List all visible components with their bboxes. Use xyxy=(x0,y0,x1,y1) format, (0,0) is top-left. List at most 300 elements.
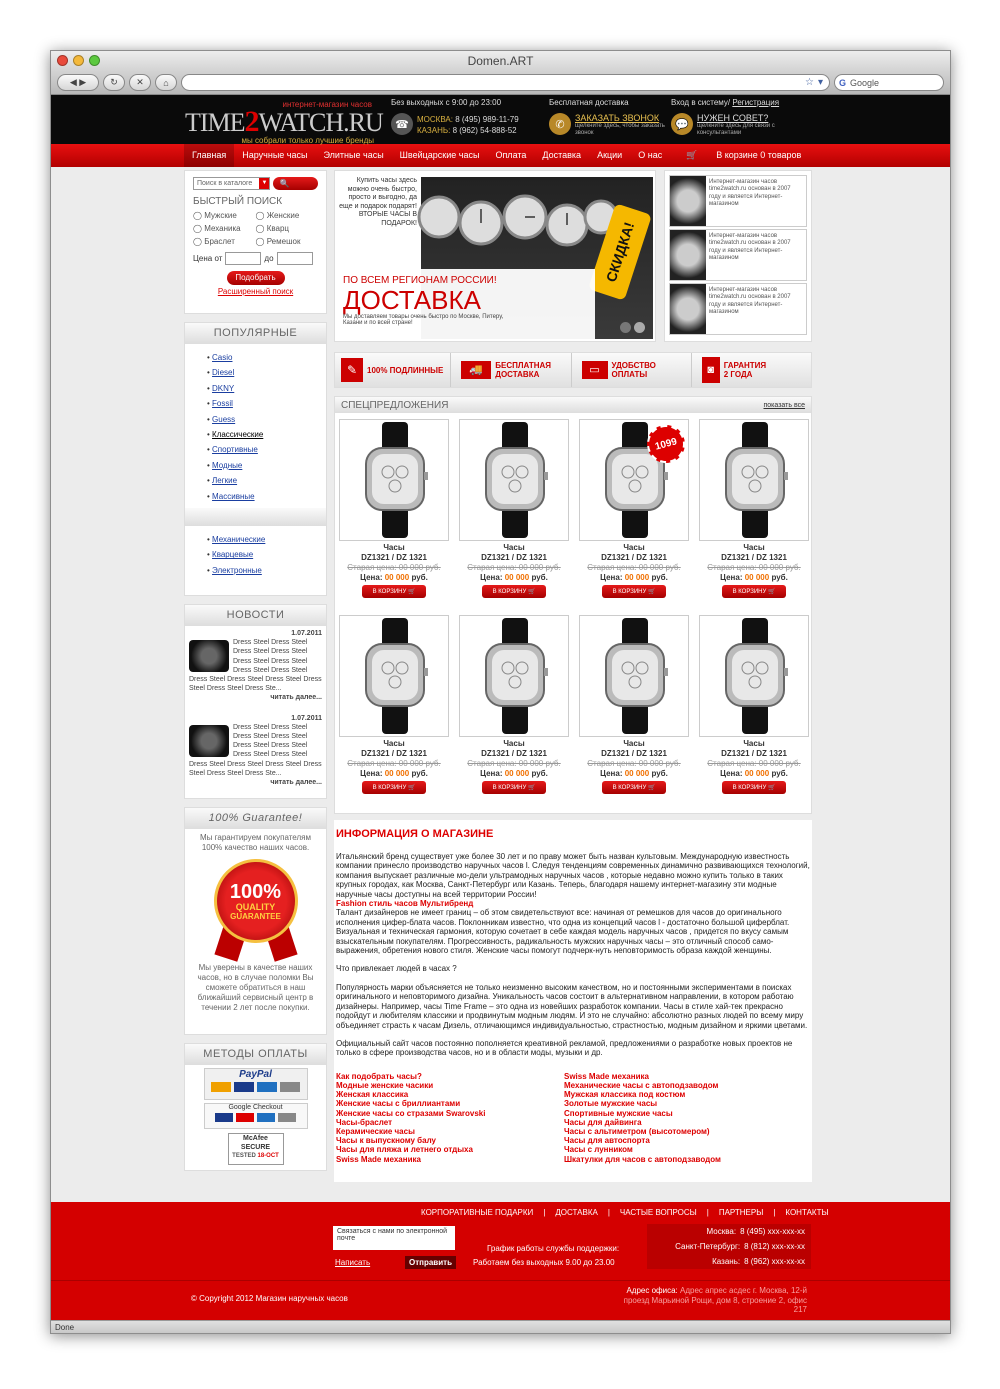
product-price: 00 000 xyxy=(504,573,530,582)
news-item xyxy=(185,626,326,706)
mini-news-item[interactable] xyxy=(669,175,807,227)
product-currency: руб. xyxy=(651,769,668,778)
type-item-quartz[interactable]: • Кварцевые xyxy=(207,550,254,560)
popular-item-label[interactable]: DKNY xyxy=(212,383,235,393)
product-currency: руб. xyxy=(531,769,548,778)
magnifier-icon: 🔍 xyxy=(279,179,290,188)
product-name[interactable]: Часы xyxy=(383,739,405,748)
product-price: 00 000 xyxy=(624,769,650,778)
mcafee-date: 18-OCT xyxy=(257,1153,279,1159)
feature-warranty xyxy=(692,353,811,387)
product-info xyxy=(699,543,809,583)
product-currency: руб. xyxy=(531,573,548,582)
nav-swiss-watches[interactable]: Швейцарские часы xyxy=(399,150,480,160)
truck-icon: 🚚 xyxy=(461,361,491,379)
mini-news-thumb xyxy=(670,176,706,226)
google-checkout-logo: Google Checkout xyxy=(228,1104,283,1111)
catalog-search-input[interactable] xyxy=(193,177,270,190)
callback-phone-icon: ✆ xyxy=(549,113,571,135)
site-logo[interactable] xyxy=(185,100,383,145)
popular-item-fashion[interactable]: • Модные xyxy=(207,460,243,470)
product-name[interactable]: Часы xyxy=(503,543,525,552)
product-info xyxy=(699,739,809,779)
product-name[interactable]: Часы xyxy=(743,543,765,552)
mini-news-item[interactable] xyxy=(669,229,807,281)
product-old-price: Старая цена: 00 000 руб. xyxy=(347,563,441,572)
stop-button[interactable] xyxy=(129,74,151,91)
add-to-cart-button[interactable] xyxy=(602,585,666,598)
product-old-price: Старая цена: 00 000 руб. xyxy=(587,563,681,572)
callback-link[interactable]: ЗАКАЗАТЬ ЗВОНОК xyxy=(575,113,660,123)
discover-icon xyxy=(278,1113,296,1122)
seo-link[interactable]: Спортивные мужские часы xyxy=(564,1108,673,1118)
product-old-price: Старая цена: 00 000 руб. xyxy=(347,759,441,768)
product-model[interactable]: DZ1321 / DZ 1321 xyxy=(361,553,427,562)
cart-link[interactable] xyxy=(670,144,817,167)
chat-bubble-icon: 💬 xyxy=(671,113,693,135)
status-bar xyxy=(51,1320,950,1333)
info-paragraph: Популярность марки объясняется не только неизменно высоким качеством, но и постоянными экспериментами в поисках оригинального и неповторимого дизайна. Уникальность часов состоит в альтернативном направлении, в котором работаю дизайнеры. Например, часы Time Frame – это одна из новейших разработок компании. Часы в стиле хай-тек прекрасно подойдут и любителям классики и продвинутым модным людям. И это не случайно: абсолютно разных людей по всему миру объединяет страсть к часам Дизель, отличающимся индивидуальностью, страстностью, модным дизайном и яркими цветами. xyxy=(336,982,808,1030)
phone-city: Санкт-Петербург: xyxy=(675,1242,741,1251)
nav-elite-watches[interactable]: Элитные часы xyxy=(323,150,384,160)
product-old-price: Старая цена: 00 000 руб. xyxy=(467,759,561,768)
popular-item-classic[interactable]: • Классические xyxy=(207,430,264,440)
product-name[interactable]: Часы xyxy=(503,739,525,748)
back-icon[interactable]: ◀ xyxy=(69,77,77,87)
info-subtitle: Fashion стиль часов Мультибренд xyxy=(336,899,474,909)
promo-area xyxy=(334,170,812,342)
google-icon: G xyxy=(839,77,847,88)
discount-tag-text: СКИДКА! xyxy=(602,220,638,284)
product-card[interactable] xyxy=(339,419,449,541)
cart-icon: 🛒 xyxy=(407,589,416,595)
quick-search-title: БЫСТРЫЙ ПОИСК xyxy=(193,196,283,207)
mini-news-text: Интернет-магазин часов time2watch.ru основан в 2007 году и является Интернет-магазином xyxy=(709,179,791,208)
seo-link[interactable]: Женские часы с бриллиантами xyxy=(336,1099,461,1109)
option-quartz[interactable]: ◯ Кварц xyxy=(255,224,289,233)
product-currency: руб. xyxy=(771,769,788,778)
type-item-label[interactable]: Механические xyxy=(212,535,266,545)
popular-item-label[interactable]: Легкие xyxy=(212,476,238,486)
popular-item-sport[interactable]: • Спортивные xyxy=(207,445,258,455)
feature-label: 100% ПОДЛИННЫЕ xyxy=(367,365,444,375)
news-date: 1.07.2011 xyxy=(291,714,322,722)
seo-link[interactable]: Часы к выпускному балу xyxy=(336,1136,436,1146)
type-item-label[interactable]: Электронные xyxy=(212,565,262,575)
product-name[interactable]: Часы xyxy=(743,739,765,748)
product-card[interactable] xyxy=(699,419,809,541)
seo-link[interactable]: Шкатулки для часов с автоподзаводом xyxy=(564,1154,721,1164)
guarantee-title: 100% Guarantee! xyxy=(185,808,326,829)
popular-panel xyxy=(184,322,327,596)
watch-image xyxy=(700,420,808,540)
seo-link[interactable]: Модные женские часики xyxy=(336,1080,434,1090)
support-label: График работы службы поддержки: xyxy=(487,1244,620,1253)
contact-email-input[interactable]: Связаться с нами по электронной почте xyxy=(333,1226,455,1250)
product-card[interactable] xyxy=(459,419,569,541)
card-logos xyxy=(205,1082,307,1092)
minimize-window-button[interactable] xyxy=(73,55,84,66)
news-text: Dress Steel Dress Steel Dress Steel Dress Steel Dress Steel Dress Steel Dress Steel Dress Steel Dress Steel Dress Steel Dress Steel Dress Steel Dress Steel Dress Ste... xyxy=(189,639,322,693)
cart-icon: 🛒 xyxy=(647,589,656,595)
banner-region: ПО ВСЕМ РЕГИОНАМ РОССИИ! xyxy=(343,275,497,286)
visa-icon xyxy=(234,1082,254,1092)
footer-link-partners[interactable]: ПАРТНЕРЫ xyxy=(718,1208,764,1217)
close-window-button[interactable] xyxy=(57,55,68,66)
header-contacts xyxy=(391,98,519,135)
watch-image xyxy=(580,616,688,736)
seal-quality: QUALITY xyxy=(235,901,276,912)
work-hours: Без выходных с 9:00 до 23:00 xyxy=(391,98,502,107)
amex-icon xyxy=(257,1082,277,1092)
support-hours: Работаем без выходных 9.00 до 23.00 xyxy=(473,1258,615,1267)
seo-link[interactable]: Механические часы с автоподзаводом xyxy=(564,1080,719,1090)
seo-link[interactable]: Swiss Made механика xyxy=(564,1071,649,1081)
product-currency: руб. xyxy=(411,769,428,778)
banner-desc: Мы доставляем товары очень быстро по Москве, Питеру, Казани и по всей стране! xyxy=(343,314,504,326)
add-to-cart-button[interactable] xyxy=(602,781,666,794)
kazan-label: КАЗАНЬ: xyxy=(417,126,451,135)
price-from-input[interactable] xyxy=(225,252,261,265)
cart-icon: 🛒 xyxy=(647,785,656,791)
add-to-cart-label: В КОРЗИНУ xyxy=(372,784,407,791)
product-model[interactable]: DZ1321 / DZ 1321 xyxy=(601,553,667,562)
add-to-cart-label: В КОРЗИНУ xyxy=(492,588,527,595)
product-price: 00 000 xyxy=(384,573,410,582)
popular-item-guess[interactable]: • Guess xyxy=(207,414,236,424)
add-to-cart-button[interactable] xyxy=(362,781,426,794)
feature-label: БЕСПЛАТНАЯ ДОСТАВКА xyxy=(495,361,552,379)
option-strap-label: Ремешок xyxy=(266,237,301,246)
news-item xyxy=(185,706,326,791)
moscow-phone: 8 (495) 989-11-79 xyxy=(455,115,519,124)
certificate-icon: ✎ xyxy=(341,358,363,382)
footer-separator: | xyxy=(773,1208,776,1217)
cart-icon: 🛒 xyxy=(527,589,536,595)
watch-image xyxy=(460,420,568,540)
banner-title: ДОСТАВКА xyxy=(343,285,481,315)
show-all-link[interactable]: показать все xyxy=(763,401,805,409)
product-card[interactable] xyxy=(459,615,569,737)
product-card[interactable] xyxy=(579,615,689,737)
product-old-price: Старая цена: 00 000 руб. xyxy=(467,563,561,572)
popular-item-label-active[interactable]: Классические xyxy=(212,430,264,440)
product-model[interactable]: DZ1321 / DZ 1321 xyxy=(721,749,787,758)
nav-payment[interactable]: Оплата xyxy=(495,150,527,160)
feature-payment xyxy=(572,353,692,387)
product-card[interactable] xyxy=(339,615,449,737)
popular-item-label[interactable]: Diesel xyxy=(212,368,235,378)
product-name[interactable]: Часы xyxy=(623,543,645,552)
home-icon: ⌂ xyxy=(163,77,169,88)
seal-percent: 100% xyxy=(229,880,282,903)
product-card[interactable] xyxy=(699,615,809,737)
mini-news-text: Интернет-магазин часов time2watch.ru основан в 2007 году и является Интернет-магазином xyxy=(709,233,791,262)
news-watch-thumb[interactable] xyxy=(189,725,229,757)
address-bar[interactable] xyxy=(181,74,830,91)
product-price: 00 000 xyxy=(384,769,410,778)
seo-links-right xyxy=(564,1072,792,1164)
seo-link[interactable]: Золотые мужские часы xyxy=(564,1099,658,1109)
product-price-label: Цена: xyxy=(360,769,383,778)
main-nav xyxy=(51,144,950,167)
footer-link-gifts[interactable]: КОРПОРАТИВНЫЕ ПОДАРКИ xyxy=(421,1208,534,1217)
product-info xyxy=(579,543,689,583)
back-forward-button[interactable] xyxy=(57,74,99,91)
add-to-cart-label: В КОРЗИНУ xyxy=(612,784,647,791)
guarantee-intro: Мы гарантируем покупателям 100% качество наших часов. xyxy=(200,833,311,852)
quality-guarantee-seal-icon xyxy=(208,859,304,959)
footer-link-faq[interactable]: ЧАСТЫЕ ВОПРОСЫ xyxy=(619,1208,697,1217)
seo-link[interactable]: Часы-браслет xyxy=(336,1117,392,1127)
mini-news-text: Интернет-магазин часов time2watch.ru основан в 2007 году и является Интернет-магазином xyxy=(709,287,791,316)
product-price-label: Цена: xyxy=(720,769,743,778)
catalog-search-panel xyxy=(184,170,327,314)
option-men[interactable]: ◯ Мужские xyxy=(193,211,237,220)
mastercard-icon xyxy=(236,1113,254,1122)
forward-icon[interactable]: ▶ xyxy=(79,77,87,87)
seo-links xyxy=(336,1072,810,1164)
popular-item-label[interactable]: Массивные xyxy=(212,491,255,501)
popular-item-diesel[interactable]: • Diesel xyxy=(207,368,235,378)
google-checkout-badge xyxy=(204,1103,308,1129)
product-name[interactable]: Часы xyxy=(623,739,645,748)
seo-link[interactable]: Часы с лунником xyxy=(564,1145,633,1155)
popular-item-label[interactable]: Модные xyxy=(212,460,243,470)
seo-link[interactable]: Керамические часы xyxy=(336,1126,415,1136)
news-title: НОВОСТИ xyxy=(185,605,326,626)
paypal-logo: PayPal xyxy=(239,1069,272,1080)
product-price-label: Цена: xyxy=(720,573,743,582)
select-button[interactable]: Подобрать xyxy=(227,271,285,285)
price-from-label: Цена от xyxy=(193,254,223,263)
news-text: Dress Steel Dress Steel Dress Steel Dress Steel Dress Steel Dress Steel Dress Steel Dress Steel Dress Steel Dress Steel Dress Steel Dress Steel Dress Steel Dress Ste... xyxy=(189,723,322,777)
news-panel xyxy=(184,604,327,799)
product-price: 00 000 xyxy=(624,573,650,582)
product-price: 00 000 xyxy=(744,573,770,582)
popular-item-label[interactable]: Спортивные xyxy=(212,445,258,455)
status-text: Done xyxy=(55,1323,75,1332)
seo-link[interactable]: Часы для пляжа и летнего отдыха xyxy=(336,1145,473,1155)
footer-divider xyxy=(51,1280,950,1281)
browser-window xyxy=(50,50,951,1334)
stop-icon: ✕ xyxy=(136,77,144,87)
product-info xyxy=(339,543,449,583)
news-read-more[interactable]: читать далее... xyxy=(270,779,322,787)
popular-item-massive[interactable]: • Массивные xyxy=(207,491,255,501)
warranty-bag-icon: ◙ xyxy=(702,357,720,383)
nav-delivery[interactable]: Доставка xyxy=(542,150,582,160)
popular-item-fossil[interactable]: • Fossil xyxy=(207,399,233,409)
address-text: Адрес апрес асдес г. Москва, 12-й проезд Марьиной Рощи, дом 8, строение 2, офис 217 xyxy=(623,1286,807,1314)
browser-search-input[interactable] xyxy=(834,74,944,91)
seo-link[interactable]: Swiss Made механика xyxy=(336,1154,421,1164)
zoom-window-button[interactable] xyxy=(89,55,100,66)
feature-delivery xyxy=(451,353,571,387)
option-quartz-label: Кварц xyxy=(266,224,289,233)
seo-link[interactable]: Женские часы со стразами Swarovski xyxy=(336,1108,486,1118)
product-model[interactable]: DZ1321 / DZ 1321 xyxy=(721,553,787,562)
popular-list xyxy=(185,344,326,578)
write-link[interactable]: Написать xyxy=(335,1258,371,1267)
add-to-cart-button[interactable] xyxy=(482,781,546,794)
add-to-cart-button[interactable] xyxy=(482,585,546,598)
product-name[interactable]: Часы xyxy=(383,543,405,552)
guarantee-text: Мы уверены в качестве наших часов, но в случае поломки Вы сможете обратиться в наш ближайший сервисный центр в течении 2 лет после покупки. xyxy=(197,963,314,1012)
seo-link[interactable]: Мужская классика под костюм xyxy=(564,1090,686,1100)
phone-number: 8 (962) xxx-xx-xx xyxy=(744,1257,805,1266)
product-price-label: Цена: xyxy=(480,769,503,778)
add-to-cart-label: В КОРЗИНУ xyxy=(612,588,647,595)
kazan-phone: 8 (962) 54-888-52 xyxy=(452,126,517,135)
login-link[interactable]: Вход в систему/ xyxy=(671,98,731,107)
info-paragraph: Что привлекает людей в часах ? xyxy=(336,964,457,974)
special-offers-panel xyxy=(334,396,812,814)
info-title: ИНФОРМАЦИЯ О МАГАЗИНЕ xyxy=(336,828,494,840)
seo-link[interactable]: Как подобрать часы? xyxy=(336,1071,422,1081)
mastercard-icon xyxy=(211,1082,231,1092)
find-button[interactable] xyxy=(273,177,318,201)
seo-link[interactable]: Женская классика xyxy=(336,1090,409,1100)
window-title: Domen.ART xyxy=(467,54,534,68)
option-men-label: Мужские xyxy=(204,211,237,220)
amex-icon xyxy=(257,1113,275,1122)
info-paragraph: Итальянский бренд существует уже более 30 лет и по праву может быть назван культовым. Международную известность компании принесло производство наручных часов l. Следуя тенденциям современных динамично развивающихся технологий, компания выпускает различные мо-дели ультрамодных наручных часов , которые недавно можно купить только в таких крупных городах, как Москва, Санкт-Петербург или Казань. Теперь, благодаря нашему интернет-магазину эти модные наручные часы доступны на всей территории России! xyxy=(336,852,810,899)
features-bar xyxy=(334,352,812,388)
paypal-badge xyxy=(204,1068,308,1100)
option-women[interactable]: ◯ Женские xyxy=(255,211,300,220)
seo-link[interactable]: Часы для дайвинга xyxy=(564,1117,642,1127)
news-read-more[interactable]: читать далее... xyxy=(270,694,322,702)
popular-item-casio[interactable]: • Casio xyxy=(207,353,233,362)
option-mechanic-label: Механика xyxy=(204,224,241,233)
callback-hint: щелкните здесь, чтобы заказать звонок xyxy=(575,123,665,136)
phone-number: 8 (495) xxx-xxx-xx xyxy=(740,1227,805,1236)
phone-city: Москва: xyxy=(706,1227,737,1236)
cart-icon: 🛒 xyxy=(767,785,776,791)
footer-separator: | xyxy=(543,1208,546,1217)
feature-authentic xyxy=(335,353,451,387)
specials-title: СПЕЦПРЕДЛОЖЕНИЯ xyxy=(341,399,449,411)
price-to-label: до xyxy=(264,254,274,263)
main-column xyxy=(334,170,812,1182)
banner-side-text: Купить часы здесь можно очень быстро, просто и выгодно, да еще и подарок подарят! ВТОРЫЕ ЧАСЫ В ПОДАРОК! xyxy=(339,177,417,227)
product-currency: руб. xyxy=(651,573,668,582)
watch-image xyxy=(340,420,448,540)
news-date: 1.07.2011 xyxy=(291,630,322,637)
nav-promos[interactable]: Акции xyxy=(597,150,623,160)
reload-icon: ↻ xyxy=(110,77,118,87)
copyright: © Copyright 2012 Магазин наручных часов xyxy=(191,1294,348,1303)
mini-news-item[interactable] xyxy=(669,283,807,335)
popular-title: ПОПУЛЯРНЫЕ xyxy=(185,323,326,344)
window-titlebar xyxy=(51,51,950,71)
footer-nav xyxy=(421,1208,829,1217)
advanced-search-link[interactable]: Расширенный поиск xyxy=(217,287,294,296)
product-model[interactable]: DZ1321 / DZ 1321 xyxy=(361,749,427,758)
add-to-cart-button[interactable] xyxy=(722,781,786,794)
cart-label: В корзине 0 товаров xyxy=(716,150,802,160)
mcafee-secure-badge xyxy=(228,1133,284,1165)
feature-label: ГАРАНТИЯ 2 ГОДА xyxy=(723,361,767,379)
payment-methods-panel xyxy=(184,1043,327,1171)
type-item-label[interactable]: Кварцевые xyxy=(212,550,254,560)
office-address xyxy=(621,1286,807,1315)
catalog-search-placeholder: Поиск в каталоге xyxy=(197,180,253,187)
feature-label: УДОБСТВО ОПЛАТЫ xyxy=(611,361,656,379)
nav-home[interactable]: Главная xyxy=(184,144,234,167)
add-to-cart-button[interactable] xyxy=(722,585,786,598)
product-price: 00 000 xyxy=(744,769,770,778)
product-price-label: Цена: xyxy=(600,573,623,582)
bookmark-star-icon[interactable]: ☆ xyxy=(805,77,814,88)
find-button-label: Найти xyxy=(279,192,303,201)
option-strap[interactable]: ◯ Ремешок xyxy=(255,237,301,246)
type-item-electronic[interactable]: • Электронные xyxy=(207,565,262,575)
guarantee-panel xyxy=(184,807,327,1035)
phone-number: 8 (812) xxx-xx-xx xyxy=(744,1242,805,1251)
popular-item-label[interactable]: Guess xyxy=(212,414,236,424)
product-model[interactable]: DZ1321 / DZ 1321 xyxy=(601,749,667,758)
advice-link[interactable]: НУЖЕН СОВЕТ? xyxy=(697,113,769,123)
product-info xyxy=(579,739,689,779)
seo-links-left xyxy=(336,1072,564,1164)
watch-image xyxy=(340,616,448,736)
price-to-input[interactable] xyxy=(277,252,313,265)
header-account xyxy=(671,98,811,136)
product-currency: руб. xyxy=(771,573,788,582)
product-model[interactable]: DZ1321 / DZ 1321 xyxy=(481,749,547,758)
news-watch-thumb[interactable] xyxy=(189,640,229,672)
send-button[interactable]: Отправить xyxy=(405,1256,456,1269)
product-model[interactable]: DZ1321 / DZ 1321 xyxy=(481,553,547,562)
home-button[interactable] xyxy=(155,74,177,91)
product-old-price: Старая цена: 00 000 руб. xyxy=(707,563,801,572)
type-item-mechanical[interactable]: • Механические xyxy=(207,535,266,545)
product-price-label: Цена: xyxy=(480,573,503,582)
dropdown-icon[interactable]: ▾ xyxy=(817,77,823,88)
watch-image xyxy=(460,616,568,736)
discover-icon xyxy=(280,1082,300,1092)
promo-banner[interactable] xyxy=(334,170,656,342)
register-link[interactable]: Регистрация xyxy=(732,98,780,107)
slider-dot[interactable] xyxy=(634,322,645,333)
nav-wrist-watches[interactable]: Наручные часы xyxy=(242,150,308,160)
advice-hint: щелкните здесь для связи с консультантами xyxy=(697,123,775,136)
product-old-price: Старая цена: 00 000 руб. xyxy=(587,759,681,768)
seo-link[interactable]: Часы с альтиметром (высотомером) xyxy=(564,1126,710,1136)
seo-link[interactable]: Часы для автоспорта xyxy=(564,1136,650,1146)
specials-header xyxy=(335,397,811,413)
option-mechanic[interactable]: ◯ Механика xyxy=(193,224,241,233)
moscow-label: МОСКВА: xyxy=(417,115,453,124)
add-to-cart-button[interactable] xyxy=(362,585,426,598)
footer-link-contacts[interactable]: КОНТАКТЫ xyxy=(785,1208,829,1217)
nav-about[interactable]: О нас xyxy=(638,150,663,160)
popular-item-label[interactable]: Fossil xyxy=(212,399,233,409)
site-footer xyxy=(51,1202,950,1321)
popular-item-light[interactable]: • Легкие xyxy=(207,476,238,486)
footer-link-delivery[interactable]: ДОСТАВКА xyxy=(555,1208,598,1217)
add-to-cart-label: В КОРЗИНУ xyxy=(372,588,407,595)
popular-item-label[interactable]: Casio xyxy=(212,353,233,362)
option-bracelet[interactable]: ◯ Браслет xyxy=(193,237,235,246)
slider-dot[interactable] xyxy=(620,322,631,333)
popular-item-dkny[interactable]: • DKNY xyxy=(207,383,235,393)
dropdown-arrow-icon[interactable]: ▼ xyxy=(259,178,269,189)
reload-button[interactable] xyxy=(103,74,125,91)
option-bracelet-label: Браслет xyxy=(204,237,235,246)
